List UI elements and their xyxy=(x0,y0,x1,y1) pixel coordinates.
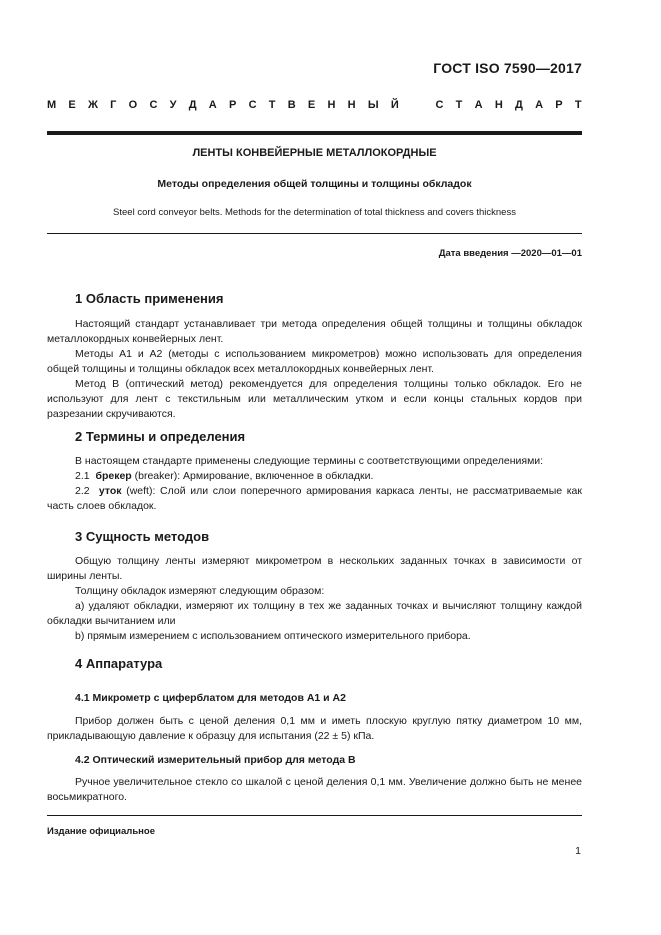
term-name: уток xyxy=(98,485,122,497)
standard-type-letter: М xyxy=(47,99,57,111)
standard-type-letter: У xyxy=(169,99,177,111)
paragraph: Метод В (оптический метод) рекомендуется для определения толщины только обкладок. Его не используют для лент с текстильным или металлическим утком и если концы стальных кордов при разрезании скручиваются. xyxy=(47,378,582,420)
document-title: ЛЕНТЫ КОНВЕЙЕРНЫЕ МЕТАЛЛОКОРДНЫЕ xyxy=(192,147,437,159)
paragraph: Прибор должен быть с ценой деления 0,1 мм и иметь плоскую круглую пятку диаметром 10 мм, прикладывающую давление к образцу для испытания (22 ± 5) кПа. xyxy=(47,715,582,742)
page-number: 1 xyxy=(575,845,581,857)
list-item-b: b) прямым измерением с использованием оптического измерительного прибора. xyxy=(75,630,471,642)
term-definition: (weft): Слой или слои поперечного армирования каркаса ленты, не рассматриваемые как часть слоев обкладок. xyxy=(47,485,582,512)
footer-divider xyxy=(47,815,582,816)
section-3-heading: 3 Сущность методов xyxy=(75,529,210,544)
standard-type-label xyxy=(47,99,582,111)
section-2-heading: 2 Термины и определения xyxy=(75,429,246,444)
term-2-2 xyxy=(47,484,582,514)
section-1-body xyxy=(47,317,582,422)
section-2-body xyxy=(47,454,582,514)
standard-type-letter: Т xyxy=(268,99,276,111)
standard-type-letter: Ж xyxy=(87,99,98,111)
term-name: брекер xyxy=(95,470,132,482)
standard-type-letter: Н xyxy=(327,99,336,111)
standard-type-letter: Ы xyxy=(367,99,379,111)
subsection-4-1-body xyxy=(47,714,582,744)
section-3-body xyxy=(47,554,582,644)
standard-type-letter: Г xyxy=(110,99,117,111)
standard-type-letter: Р xyxy=(228,99,237,111)
standard-type-letter: Т xyxy=(455,99,463,111)
subsection-4-2-heading: 4.2 Оптический измерительный прибор для метода В xyxy=(75,754,356,766)
paragraph: Толщину обкладок измеряют следующим образом: xyxy=(75,585,325,597)
section-4-heading: 4 Аппаратура xyxy=(75,656,163,671)
standard-type-letter: Д xyxy=(515,99,523,111)
paragraph: Общую толщину ленты измеряют микрометром в нескольких заданных точках в зависимости от ширины ленты. xyxy=(47,555,582,582)
standard-type-letter: С xyxy=(248,99,257,111)
document-title-english: Steel cord conveyor belts. Methods for the determination of total thickness and covers thickness xyxy=(113,207,516,218)
subsection-4-1-heading: 4.1 Микрометр с циферблатом для методов А1 и А2 xyxy=(75,692,346,704)
standard-type-letter: О xyxy=(128,99,138,111)
standard-type-letter: С xyxy=(435,99,444,111)
document-code: ГОСТ ISO 7590—2017 xyxy=(433,60,582,76)
section-1-heading: 1 Область применения xyxy=(75,291,224,306)
official-edition-label: Издание официальное xyxy=(47,826,155,837)
standard-type-letter: Н xyxy=(494,99,503,111)
standard-type-letter: Т xyxy=(574,99,582,111)
header-divider xyxy=(47,131,582,135)
standard-type-letter: Е xyxy=(307,99,316,111)
term-definition: (breaker): Армирование, включенное в обкладки. xyxy=(134,470,374,482)
paragraph: В настоящем стандарте применены следующие термины с соответствующими определениями: xyxy=(75,455,544,467)
standard-type-letter: А xyxy=(535,99,544,111)
standard-type-letter: В xyxy=(287,99,296,111)
standard-type-letter: А xyxy=(474,99,483,111)
standard-type-letter: С xyxy=(149,99,158,111)
paragraph: Методы А1 и А2 (методы с использованием микрометров) можно использовать для определения общей толщины и толщины обкладок всех металлокордных конвейерных лент. xyxy=(47,348,582,375)
term-number: 2.1 xyxy=(75,470,90,482)
standard-type-letter: А xyxy=(208,99,217,111)
subsection-4-2-body xyxy=(47,775,582,805)
term-number: 2.2 xyxy=(75,485,90,497)
standard-type-letter: Е xyxy=(68,99,76,111)
standard-type-letter: Н xyxy=(347,99,356,111)
term-2-1 xyxy=(47,469,582,484)
paragraph: Настоящий стандарт устанавливает три метода определения общей толщины и толщины обкладок металлокордных конвейерных лент. xyxy=(47,318,582,345)
standard-type-letter: Й xyxy=(390,99,399,111)
standard-type-letter: Р xyxy=(555,99,563,111)
standard-type-letter: Д xyxy=(188,99,197,111)
document-subtitle: Методы определения общей толщины и толщины обкладок xyxy=(157,178,472,190)
paragraph: Ручное увеличительное стекло со шкалой с ценой деления 0,1 мм. Увеличение должно быть не менее восьмикратного. xyxy=(47,776,582,803)
introduction-date: Дата введения —2020—01—01 xyxy=(438,248,582,259)
list-item-a: а) удаляют обкладки, измеряют их толщину в тех же заданных точках и вычисляют толщину каждой обкладки вычитанием или xyxy=(47,600,582,627)
title-divider xyxy=(47,233,582,234)
